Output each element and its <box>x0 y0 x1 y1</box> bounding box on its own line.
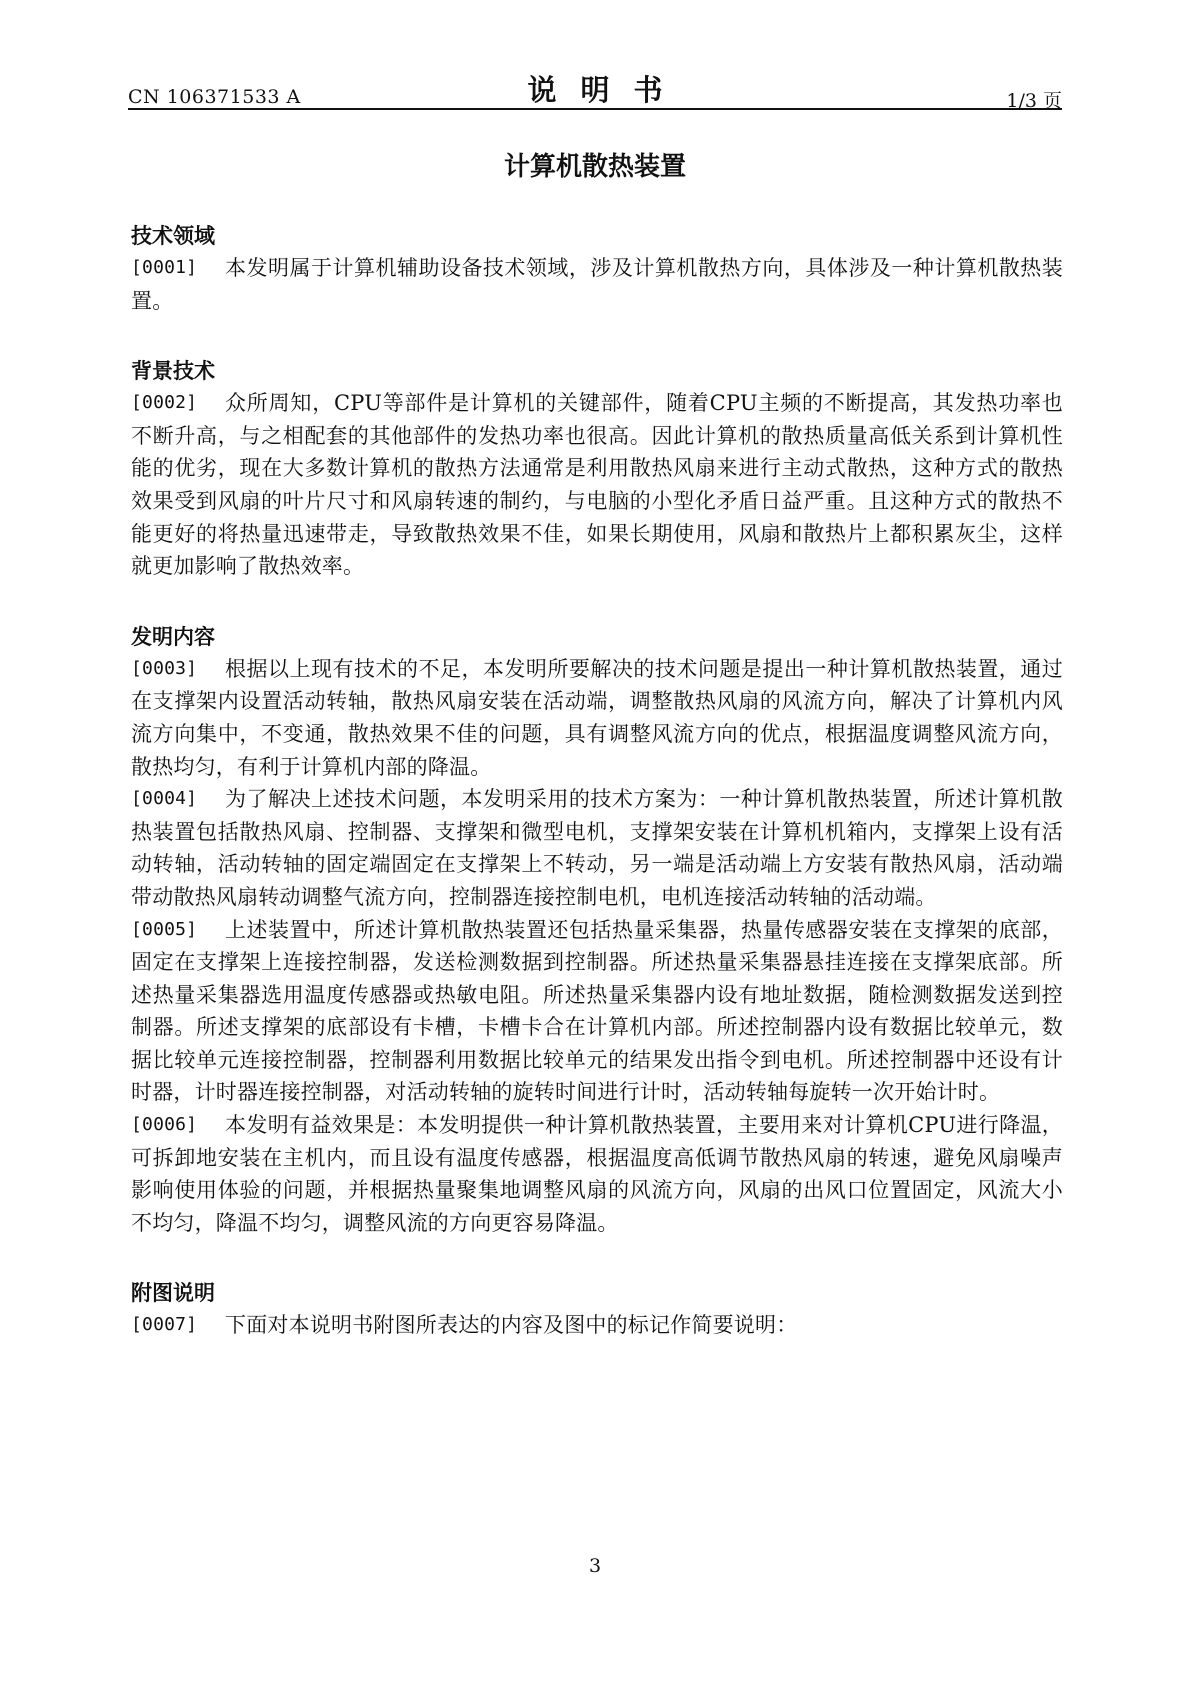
document-type-title: 说明书 <box>527 73 687 107</box>
paragraph-0003 <box>131 653 1063 783</box>
paragraph-0001 <box>131 252 1063 317</box>
paragraph-number: [0002] <box>131 392 198 414</box>
section-heading-field: 技术领域 <box>131 224 215 248</box>
paragraph-number: [0001] <box>131 257 198 278</box>
paragraph-0007 <box>131 1309 1063 1342</box>
invention-title: 计算机散热装置 <box>503 152 686 182</box>
section-heading-background: 背景技术 <box>131 359 215 384</box>
paragraph-0002 <box>131 387 1063 583</box>
section-heading-drawings: 附图说明 <box>131 1281 215 1306</box>
paragraph-number: [0007] <box>131 1314 198 1336</box>
paragraph-0006 <box>131 1109 1063 1239</box>
paragraph-text: 上述装置中，所述计算机散热装置还包括热量采集器，热量传感器安装在支撑架的底部，固定在支撑架上连接控制器，发送检测数据到控制器。所述热量采集器悬挂连接在支撑架底部。所述热量采集器选用温度传感器或热敏电阻。所述热量采集器内设有地址数据，随检测数据发送到控制器。所述支撑架的底部设有卡槽，卡槽卡合在计算机内部。所述控制器内设有数据比较单元，数据比较单元连接控制器，控制器利用数据比较单元的结果发出指令到电机。所述控制器中还设有计时器，计时器连接控制器，对活动转轴的旋转时间进行计时，活动转轴每旋转一次开始计时。 <box>131 917 1063 1105</box>
paragraph-0004 <box>131 783 1063 913</box>
page-number: 3 <box>588 1555 602 1577</box>
paragraph-text: 本发明属于计算机辅助设备技术领域，涉及计算机散热方向，具体涉及一种计算机散热装置。 <box>131 256 1063 313</box>
page-header <box>128 64 1062 110</box>
paragraph-text: 为了解决上述技术问题，本发明采用的技术方案为：一种计算机散热装置，所述计算机散热装置包括散热风扇、控制器、支撑架和微型电机，支撑架安装在计算机机箱内，支撑架上设有活动转轴，活动转轴的固定端固定在支撑架上不转动，另一端是活动端上方安装有散热风扇，活动端带动散热风扇转动调整气流方向，控制器连接控制电机，电机连接活动转轴的活动端。 <box>131 787 1063 909</box>
document-body <box>131 220 1063 1342</box>
paragraph-number: [0004] <box>131 788 198 810</box>
paragraph-text: 下面对本说明书附图所表达的内容及图中的标记作简要说明： <box>225 1313 798 1338</box>
page-info: 1/3 页 <box>1006 90 1062 112</box>
section-heading-summary: 发明内容 <box>131 624 215 649</box>
publication-number: CN 106371533 A <box>128 86 301 108</box>
paragraph-number: [0003] <box>131 657 198 679</box>
paragraph-text: 本发明有益效果是：本发明提供一种计算机散热装置，主要用来对计算机CPU进行降温，可拆卸地安装在主机内，而且设有温度传感器，根据温度高低调节散热风扇的转速，避免风扇噪声影响使用体验的问题，并根据热量聚集地调整风扇的风流方向，风扇的出风口位置固定，风流大小不均匀，降温不均匀，调整风流的方向更容易降温。 <box>131 1113 1063 1235</box>
paragraph-number: [0005] <box>131 918 198 940</box>
paragraph-text: 根据以上现有技术的不足，本发明所要解决的技术问题是提出一种计算机散热装置，通过在支撑架内设置活动转轴，散热风扇安装在活动端，调整散热风扇的风流方向，解决了计算机内风流方向集中，不变通，散热效果不佳的问题，具有调整风流方向的优点，根据温度调整风流方向，散热均匀，有利于计算机内部的降温。 <box>131 656 1063 779</box>
paragraph-number: [0006] <box>131 1114 198 1136</box>
paragraph-text: 众所周知，CPU等部件是计算机的关键部件，随着CPU主频的不断提高，其发热功率也不断升高，与之相配套的其他部件的发热功率也很高。因此计算机的散热质量高低关系到计算机性能的优劣，现在大多数计算机的散热方法通常是利用散热风扇来进行主动式散热，这种方式的散热效果受到风扇的叶片尺寸和风扇转速的制约，与电脑的小型化矛盾日益严重。且这种方式的散热不能更好的将热量迅速带走，导致散热效果不佳，如果长期使用，风扇和散热片上都积累灰尘，这样就更加影响了散热效率。 <box>131 391 1063 579</box>
paragraph-0005 <box>131 914 1063 1110</box>
